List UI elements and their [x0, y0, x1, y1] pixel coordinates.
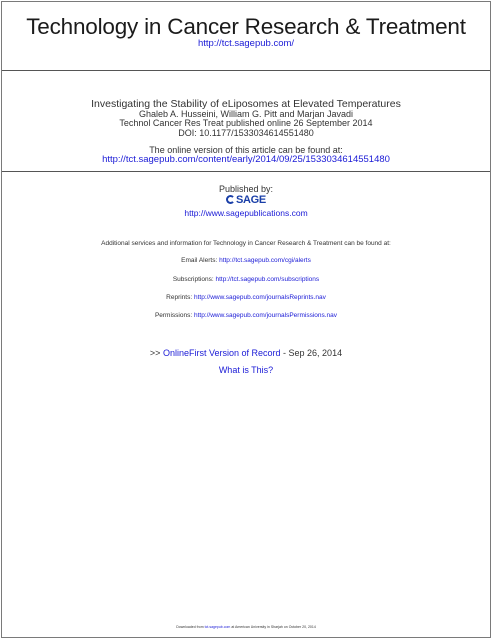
service-link-subscriptions[interactable]: http://tct.sagepub.com/subscriptions	[215, 276, 320, 283]
what-is-this-link[interactable]: What is This?	[218, 365, 274, 375]
page-frame	[1, 1, 491, 638]
service-label: Permissions:	[154, 312, 193, 319]
journal-url-link[interactable]: http://tct.sagepub.com/	[197, 38, 295, 49]
article-title: Investigating the Stability of eLiposomes at Elevated Temperatures	[91, 98, 401, 110]
whatis-row	[0, 365, 492, 375]
article-divider	[2, 171, 490, 172]
publisher-url-row	[0, 208, 492, 218]
service-label: Reprints:	[166, 294, 193, 301]
version-prefix: >>	[149, 348, 161, 358]
download-footer	[0, 625, 492, 629]
journal-url-row	[0, 38, 492, 49]
service-row-email-alerts	[0, 257, 492, 264]
additional-services-intro: Additional services and information for Technology in Cancer Research & Treatment can be found at:	[101, 240, 391, 247]
article-authors: Ghaleb A. Husseini, William G. Pitt and Marjan Javadi	[138, 109, 354, 119]
sage-logo[interactable]	[0, 194, 492, 206]
header-divider	[2, 70, 490, 71]
service-row-subscriptions	[0, 276, 492, 283]
service-label: Email Alerts:	[181, 257, 218, 264]
online-version-note: The online version of this article can be found at:	[149, 145, 343, 155]
online-version-link[interactable]: http://tct.sagepub.com/content/early/2014/09/25/1533034614551480	[102, 154, 390, 165]
publisher-url-link[interactable]: http://www.sagepublications.com	[184, 208, 308, 218]
service-row-permissions	[0, 312, 492, 319]
journal-title: Technology in Cancer Research & Treatment	[26, 14, 466, 39]
version-row	[0, 348, 492, 358]
footer-suffix: at American University in Sharjah on October 20, 2014	[231, 625, 316, 629]
online-url-row	[0, 154, 492, 165]
sage-logo-text: SAGE	[236, 194, 266, 206]
sage-swirl-icon	[226, 195, 235, 204]
footer-prefix: Downloaded from	[176, 625, 204, 629]
version-of-record-link[interactable]: OnlineFirst Version of Record	[162, 348, 281, 358]
published-by-label: Published by:	[218, 184, 274, 194]
article-citation: Technol Cancer Res Treat published online 26 September 2014	[119, 118, 373, 128]
service-link-email-alerts[interactable]: http://tct.sagepub.com/cgi/alerts	[219, 257, 311, 264]
version-date: - Sep 26, 2014	[283, 348, 343, 358]
article-doi: DOI: 10.1177/1533034614551480	[178, 128, 314, 138]
footer-site-link[interactable]: tct.sagepub.com	[204, 625, 231, 629]
service-label: Subscriptions:	[172, 276, 214, 283]
service-row-reprints	[0, 294, 492, 301]
service-link-reprints[interactable]: http://www.sagepub.com/journalsReprints.nav	[193, 294, 326, 301]
service-link-permissions[interactable]: http://www.sagepub.com/journalsPermissions.nav	[193, 312, 338, 319]
